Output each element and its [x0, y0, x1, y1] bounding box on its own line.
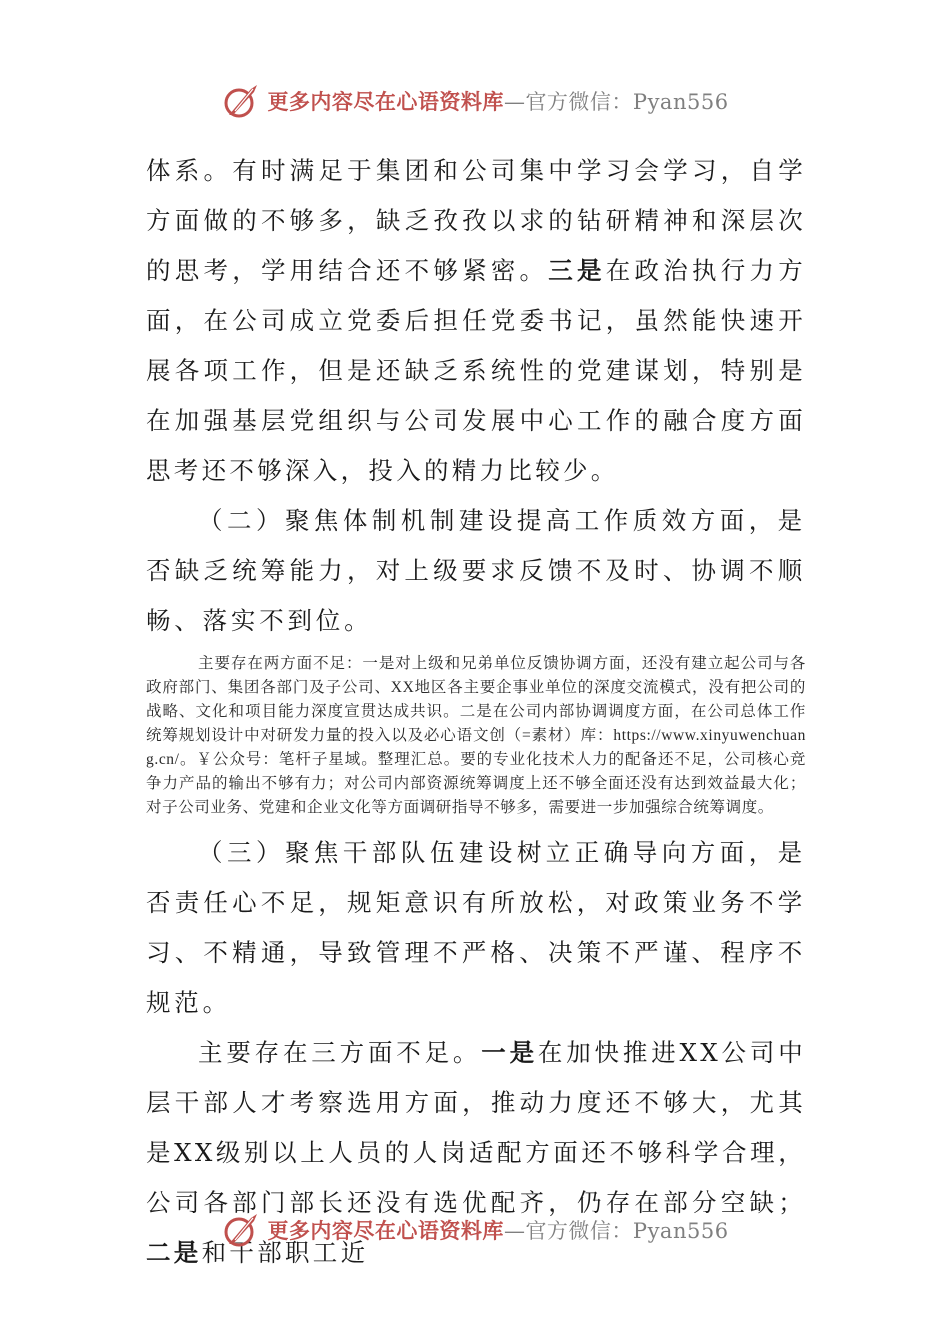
- bold-marker: 三是: [548, 256, 606, 285]
- paragraph-text: 在政治执行力方面，在公司成立党委后担任党委书记，虽然能快速开展各项工作，但是还缺乏系统性的党建谋划，特别是在加强基层党组织与公司发展中心工作的融合度方面思考还不够深入，投入的精力比较少。: [146, 256, 806, 485]
- banner-red-text: 更多内容尽在心语资料库: [267, 89, 504, 114]
- section-heading-2: （二）聚焦体制机制建设提高工作质效方面，是否缺乏统筹能力，对上级要求反馈不及时、协调不顺畅、落实不到位。: [146, 506, 806, 635]
- bold-marker: 一是: [481, 1038, 538, 1067]
- paragraph-text: 体系。有时满足于集团和公司集中学习会学习，自学方面做的不够多，缺乏孜孜以求的钻研精神和深层次的思考，学用结合还不够紧密。: [146, 156, 806, 285]
- banner-grey-text: —官方微信：Pyan556: [503, 90, 729, 114]
- banner-text: [267, 86, 728, 116]
- banner-red-text: 更多内容尽在心语资料库: [267, 1218, 504, 1243]
- quill-logo-icon: [221, 81, 261, 121]
- paragraph-text: 在加快推进XX公司中层干部人才考察选用方面，推动力度还不够大，尤其是XX级别以上人员的人岗适配方面还不够科学合理，公司各部门部长还没有选优配齐，仍存在部分空缺；: [146, 1038, 806, 1217]
- paragraph-continuation: [146, 146, 806, 496]
- banner-text: [267, 1215, 728, 1245]
- small-paragraph: 主要存在两方面不足：一是对上级和兄弟单位反馈协调方面，还没有建立起公司与各政府部门、集团各部门及子公司、XX地区各主要企事业单位的深度交流模式，没有把公司的战略、文化和项目能力深度宣贯达成共识。二是在公司内部协调调度方面，在公司总体工作统筹规划设计中对研发力量的投入以及必心语文创（=素材）库：https://www.xinyuwenchuang.cn/。￥公众号：笔杆子星域。整理汇总。要的专业化技术人力的配备还不足，公司核心竞争力产品的输出不够有力；对公司内部资源统筹调度上还不够全面还没有达到效益最大化；对子公司业务、党建和企业文化等方面调研指导不够多，需要进一步加强综合统筹调度。: [146, 655, 806, 816]
- quill-logo-icon: [221, 1210, 261, 1250]
- section-heading-3: （三）聚焦干部队伍建设树立正确导向方面，是否责任心不足，规矩意识有所放松，对政策业务不学习、不精通，导致管理不严格、决策不严谨、程序不规范。: [146, 838, 806, 1017]
- document-body: [146, 146, 806, 1278]
- bold-marker: 二是: [146, 1238, 202, 1267]
- banner-grey-text: —官方微信：Pyan556: [503, 1219, 729, 1243]
- footer-banner: [0, 1207, 950, 1253]
- header-banner: [0, 78, 950, 124]
- paragraph-text: 和干部职工近: [201, 1238, 369, 1267]
- paragraph-text: 主要存在三方面不足。: [198, 1038, 482, 1067]
